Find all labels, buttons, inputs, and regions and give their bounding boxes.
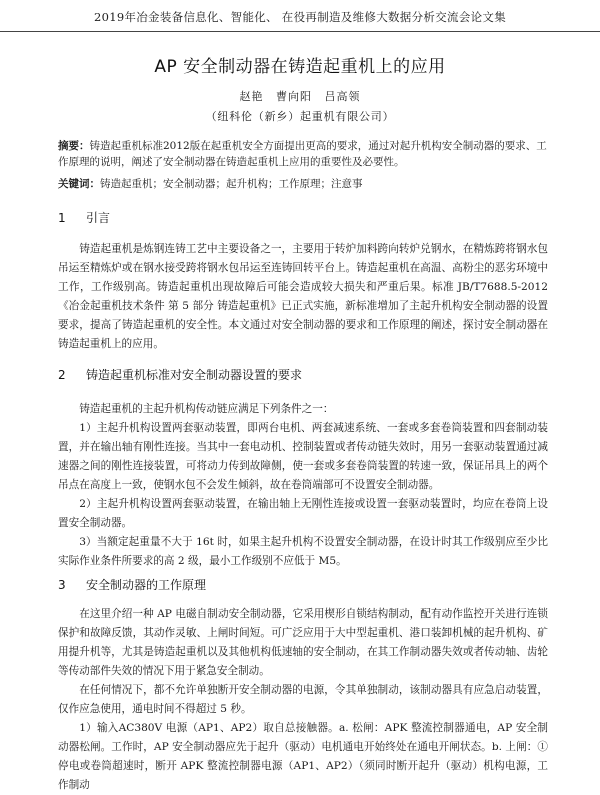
section-number: 3 [58, 578, 66, 592]
keywords [58, 176, 550, 192]
section-title: 安全制动器的工作原理 [86, 578, 207, 592]
header-rule [0, 31, 600, 32]
section-title: 引言 [86, 211, 111, 225]
paper-title: AP 安全制动器在铸造起重机上的应用 [154, 57, 446, 77]
list-item: 1）输入AC380V 电源（AP1、AP2）取自总接触器。a. 松闸：APK 整流控制器通电，AP 安全制动器松闸。工作时，AP 安全制动器应先于起升（驱动）电机通电开始终处在通电开闸状态。b. 上闸：①停电或卷筒超速时，断开 APK 整流控制器电源（AP1、AP2）（须同时断开起升（驱动）机构电源，工作制动 [58, 722, 548, 791]
paragraph: 铸造起重机是炼钢连铸工艺中主要设备之一，主要用于转炉加料跨向转炉兑钢水，在精炼跨将钢水包吊运至精炼炉或在钢水接受跨将钢水包吊运至连铸回转平台上。铸造起重机在高温、高粉尘的恶劣环境中工作，工作级别高。铸造起重机出现故障后可能会造成较大损失和严重后果。标准 JB/T7688.5-2012《冶金起重机技术条件 第 5 部分 铸造起重机》已正式实施，新标准增加了主起升机构安全制动器的设置要求，提高了铸造起重机的安全性。本文通过对安全制动器的要求和工作原理的阐述，探讨安全制动器在铸造起重机上的应用。 [58, 243, 548, 350]
paragraph: 在任何情况下，都不允许单独断开安全制动器的电源，令其单独制动，该制动器具有应急启动装置，仅作应急使用，通电时间不得超过 5 秒。 [58, 684, 548, 715]
list-item: 1）主起升机构设置两套驱动装置，即两台电机、两套减速系统、一套或多套卷筒装置和四套制动装置，并在输出轴有刚性连接。当其中一套电动机、控制装置或者传动链失效时，用另一套驱动装置通过减速器之间的刚性连接装置，可将动力传到故障侧，使一套或多套卷筒装置的转速一致，保证吊具上的两个吊点在高度上一致，使钢水包不会发生倾斜，故在卷筒端部可不设置安全制动器。 [58, 422, 548, 491]
abstract-label: 摘要： [58, 140, 90, 152]
abstract [58, 138, 550, 170]
affiliation: （纽科伦（新乡）起重机有限公司） [205, 110, 395, 123]
section-heading-3 [58, 576, 550, 593]
section-number: 1 [58, 211, 66, 225]
paragraph: 铸造起重机的主起升机构传动链应满足下列条件之一： [79, 403, 334, 415]
keywords-label: 关键词： [58, 178, 100, 190]
paragraph: 在这里介绍一种 AP 电磁自制动安全制动器，它采用楔形自锁结构制动，配有动作监控开关进行连锁保护和故障反馈，其动作灵敏、上闸时间短。可广泛应用于大中型起重机、港口装卸机械的起升机构、矿用提升机等，尤其是铸造起重机以及其他机构低速轴的安全制动，在其工作制动器失效或者传动轴、齿轮等传动部件失效的情况下用于紧急安全制动。 [58, 608, 548, 677]
section-title: 铸造起重机标准对安全制动器设置的要求 [86, 368, 303, 382]
authors: 赵艳 曹向阳 吕高领 [239, 90, 361, 103]
abstract-text: 铸造起重机标准2012版在起重机安全方面提出更高的要求，通过对起升机构安全制动器的要求、工作原理的说明，阐述了安全制动器在铸造起重机上应用的重要性及必要性。 [58, 140, 547, 168]
keywords-text: 铸造起重机；安全制动器；起升机构；工作原理；注意事 [100, 178, 363, 190]
list-item: 3）当额定起重量不大于 16t 时，如果主起升机构不设置安全制动器，在设计时其工作级别应至少比实际作业条件所要求的高 2 级，最小工作级别不应低于 M5。 [58, 536, 548, 567]
section-heading-2 [58, 366, 550, 383]
section-heading-1 [58, 209, 550, 226]
list-item: 2）主起升机构设置两套驱动装置，在输出轴上无刚性连接或设置一套驱动装置时，均应在卷筒上设置安全制动器。 [58, 498, 548, 529]
running-head: 2019年冶金装备信息化、智能化、 在役再制造及维修大数据分析交流会论文集 [93, 10, 507, 24]
section-number: 2 [58, 368, 66, 382]
